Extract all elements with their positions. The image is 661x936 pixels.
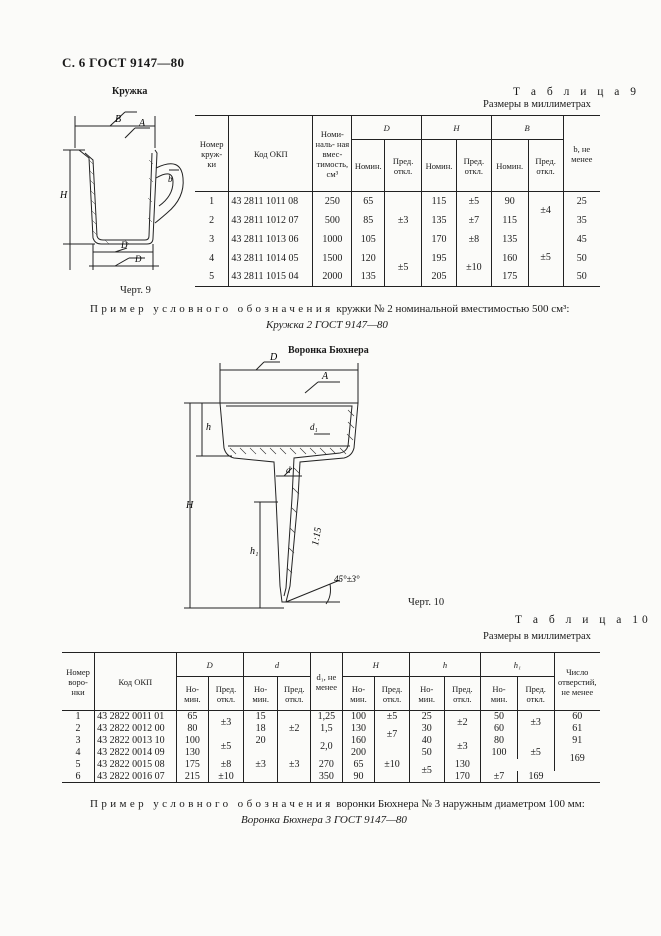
cell: ±2 bbox=[444, 711, 481, 735]
cell: ±5 bbox=[456, 192, 491, 211]
cell: 1 bbox=[62, 711, 95, 723]
funnel-sub-tolerance: Пред. откл. bbox=[517, 677, 554, 711]
cell: 50 bbox=[409, 747, 444, 759]
funnel-col-d: d bbox=[243, 653, 310, 677]
cell: ±8 bbox=[209, 759, 244, 771]
mug-col-volume: Номи- наль- ная вмес- тимость, см³ bbox=[313, 116, 352, 192]
cell: 170 bbox=[444, 771, 481, 783]
funnel-sub-tolerance: Пред. откл. bbox=[209, 677, 244, 711]
cell: 120 bbox=[352, 249, 385, 268]
cell: 60 bbox=[572, 711, 583, 723]
example-text: кружки № 2 номинальной вместимостью 500 см³: bbox=[333, 303, 570, 315]
cell: ±7 bbox=[375, 723, 410, 747]
funnel-sub-tolerance: Пред. откл. bbox=[278, 677, 311, 711]
cell: ±10 bbox=[209, 771, 244, 783]
example-lead: Пример условного обозначения bbox=[90, 798, 334, 810]
funnel-sub-nominal: Но- мин. bbox=[481, 677, 518, 711]
cell: 100 bbox=[481, 747, 518, 759]
cell: 25 bbox=[409, 711, 444, 723]
cell: 20 bbox=[243, 735, 278, 747]
mug-table bbox=[195, 115, 600, 287]
funnel-label-D: D bbox=[270, 352, 278, 363]
cell: 1 bbox=[195, 192, 229, 211]
cell: 6 bbox=[62, 771, 95, 783]
cell: 65 bbox=[352, 192, 385, 211]
cell: 160 bbox=[342, 735, 375, 747]
cell: 130 bbox=[176, 747, 209, 759]
cell: 50 bbox=[576, 252, 587, 264]
example-lead: Пример условного обозначения bbox=[90, 303, 334, 315]
mug-label-b: b bbox=[168, 174, 173, 184]
funnel-col-h1: h₁ bbox=[481, 653, 554, 677]
cell: 135 bbox=[422, 211, 457, 230]
cell: 43 2822 0015 08 bbox=[95, 759, 177, 771]
cell: ±5 bbox=[517, 735, 554, 771]
funnel-sub-tolerance: Пред. откл. bbox=[375, 677, 410, 711]
funnel-sub-nominal: Но- мин. bbox=[243, 677, 278, 711]
cell: 43 2822 0011 01 bbox=[95, 711, 177, 723]
funnel-drawing bbox=[180, 352, 380, 613]
mug-sub-tolerance: Пред. откл. bbox=[385, 140, 422, 192]
cell: 43 2822 0013 10 bbox=[95, 735, 177, 747]
cell: 100 bbox=[342, 711, 375, 723]
cell: 43 2811 1015 04 bbox=[229, 268, 313, 287]
cell: 4 bbox=[195, 249, 229, 268]
cell: 50 bbox=[481, 711, 518, 723]
table-row bbox=[62, 771, 600, 783]
cell: 215 bbox=[176, 771, 209, 783]
mug-col-b: b, не менее bbox=[571, 143, 593, 164]
cell: 43 2822 0016 07 bbox=[95, 771, 177, 783]
funnel-sub-tolerance: Пред. откл. bbox=[444, 677, 481, 711]
cell: 60 bbox=[481, 723, 518, 735]
cell: 85 bbox=[352, 211, 385, 230]
cell: 43 2811 1013 06 bbox=[229, 230, 313, 249]
cell: 135 bbox=[491, 230, 528, 249]
cell: 65 bbox=[176, 711, 209, 723]
cell: 43 2822 0014 09 bbox=[95, 747, 177, 759]
cell: 5 bbox=[195, 268, 229, 287]
cell: 169 bbox=[569, 753, 585, 764]
mug-caption: Черт. 9 bbox=[120, 285, 151, 296]
cell: 270 bbox=[311, 759, 343, 771]
funnel-label-H: H bbox=[186, 500, 194, 511]
mug-designation: Кружка 2 ГОСТ 9147—80 bbox=[266, 319, 388, 331]
cell: 1,25 bbox=[311, 711, 343, 723]
cell: 2 bbox=[195, 211, 229, 230]
cell: ±3 bbox=[278, 747, 311, 783]
cell: 130 bbox=[342, 723, 375, 735]
cell: ±5 bbox=[409, 759, 444, 783]
cell: ±7 bbox=[481, 771, 518, 783]
cell: 35 bbox=[576, 214, 587, 226]
cell: 170 bbox=[422, 230, 457, 249]
cell: 43 2822 0012 00 bbox=[95, 723, 177, 735]
cell: 500 bbox=[313, 211, 352, 230]
mug-units: Размеры в миллиметрах bbox=[483, 99, 591, 110]
funnel-sub-nominal: Но- мин. bbox=[342, 677, 375, 711]
cell: 135 bbox=[352, 268, 385, 287]
cell: 2,0 bbox=[311, 735, 343, 759]
funnel-label-h1: h₁ bbox=[250, 546, 259, 557]
cell: ±5 bbox=[385, 249, 422, 287]
cell: 25 bbox=[576, 195, 587, 207]
cell: ±5 bbox=[375, 711, 410, 723]
funnel-col-d1: d₁, не менее bbox=[311, 653, 343, 711]
mug-table-label: Т а б л и ц а 9 bbox=[513, 86, 641, 98]
funnel-example bbox=[90, 798, 585, 810]
cell: 2000 bbox=[313, 268, 352, 287]
funnel-col-number: Номер воро- нки bbox=[62, 653, 95, 711]
mug-label-D1: D bbox=[121, 240, 128, 250]
cell: ±2 bbox=[278, 711, 311, 747]
cell: 160 bbox=[491, 249, 528, 268]
cell: 105 bbox=[352, 230, 385, 249]
funnel-label-A: A bbox=[322, 371, 329, 382]
mug-sub-nominal: Номин. bbox=[352, 140, 385, 192]
cell: 50 bbox=[576, 271, 587, 283]
mug-col-D: D bbox=[352, 116, 422, 140]
cell: ±10 bbox=[456, 249, 491, 287]
funnel-units: Размеры в миллиметрах bbox=[483, 631, 591, 642]
funnel-table bbox=[62, 652, 600, 783]
mug-sub-tolerance: Пред. откл. bbox=[528, 140, 563, 192]
cell: ±10 bbox=[375, 747, 410, 783]
funnel-label-taper: 1:15 bbox=[310, 526, 325, 547]
cell: ±5 bbox=[209, 735, 244, 759]
cell: 1000 bbox=[313, 230, 352, 249]
cell: 169 bbox=[528, 770, 544, 782]
cell: 3 bbox=[195, 230, 229, 249]
mug-label-B: B bbox=[115, 114, 122, 125]
mug-drawing bbox=[55, 98, 195, 293]
mug-sub-nominal: Номин. bbox=[422, 140, 457, 192]
cell: ±8 bbox=[456, 230, 491, 249]
mug-col-B: B bbox=[491, 116, 563, 140]
funnel-sub-nominal: Но- мин. bbox=[176, 677, 209, 711]
mug-label-A: A bbox=[139, 118, 146, 129]
cell: ±3 bbox=[385, 192, 422, 249]
cell: 1,5 bbox=[311, 723, 343, 735]
cell: 2 bbox=[62, 723, 95, 735]
cell: 195 bbox=[422, 249, 457, 268]
cell: 30 bbox=[409, 723, 444, 735]
table-row bbox=[62, 735, 600, 747]
cell: 90 bbox=[342, 771, 375, 783]
cell: 40 bbox=[409, 735, 444, 747]
cell: 80 bbox=[481, 735, 518, 747]
mug-sub-tolerance: Пред. откл. bbox=[456, 140, 491, 192]
cell: 43 2811 1012 07 bbox=[229, 211, 313, 230]
cell: ±3 bbox=[517, 711, 554, 735]
cell: 250 bbox=[313, 192, 352, 211]
cell: ±3 bbox=[243, 747, 278, 783]
funnel-label-h: h bbox=[206, 422, 211, 433]
mug-col-number: Номер круж- ки bbox=[195, 116, 229, 192]
cell: 4 bbox=[62, 747, 95, 759]
mug-col-H: H bbox=[422, 116, 492, 140]
funnel-caption: Черт. 10 bbox=[408, 597, 445, 608]
cell: 205 bbox=[422, 268, 457, 287]
table-row bbox=[62, 711, 600, 723]
cell: 5 bbox=[62, 759, 95, 771]
funnel-table-label: Т а б л и ц а 10 bbox=[515, 614, 652, 626]
funnel-col-okp: Код ОКП bbox=[95, 653, 177, 711]
table-row bbox=[195, 192, 600, 211]
funnel-title: Воронка Бюхнера bbox=[288, 345, 369, 356]
funnel-col-D: D bbox=[176, 653, 243, 677]
cell: 90 bbox=[491, 192, 528, 211]
mug-sub-nominal: Номин. bbox=[491, 140, 528, 192]
funnel-col-H: H bbox=[342, 653, 409, 677]
cell: 1500 bbox=[313, 249, 352, 268]
cell: ±5 bbox=[528, 230, 563, 287]
funnel-label-angle: 45°±3° bbox=[334, 574, 360, 584]
cell: ±3 bbox=[209, 711, 244, 735]
cell: 115 bbox=[422, 192, 457, 211]
mug-label-D2: D bbox=[135, 254, 142, 264]
cell: 100 bbox=[176, 735, 209, 747]
cell: 43 2811 1011 08 bbox=[229, 192, 313, 211]
mug-col-okp: Код ОКП bbox=[229, 116, 313, 192]
cell: 61 bbox=[572, 723, 583, 734]
cell: 18 bbox=[243, 723, 278, 735]
cell: 175 bbox=[176, 759, 209, 771]
funnel-designation: Воронка Бюхнера 3 ГОСТ 9147—80 bbox=[241, 814, 407, 826]
page-header: С. 6 ГОСТ 9147—80 bbox=[62, 55, 185, 70]
cell: 65 bbox=[342, 759, 375, 771]
cell: 200 bbox=[342, 747, 375, 759]
cell: 45 bbox=[576, 233, 587, 245]
cell: 175 bbox=[491, 268, 528, 287]
funnel-col-h: h bbox=[409, 653, 480, 677]
funnel-sub-nominal: Но- мин. bbox=[409, 677, 444, 711]
cell: 80 bbox=[176, 723, 209, 735]
cell: ±3 bbox=[444, 735, 481, 759]
cell: 130 bbox=[444, 759, 481, 771]
funnel-label-d1: d₁ bbox=[310, 422, 318, 432]
funnel-col-holes: Число отверстий, не менее bbox=[557, 666, 597, 697]
funnel-label-d: d bbox=[286, 465, 291, 475]
cell: 350 bbox=[311, 771, 343, 783]
cell: 3 bbox=[62, 735, 95, 747]
cell: 15 bbox=[243, 711, 278, 723]
example-text: воронки Бюхнера № 3 наружным диаметром 100 мм: bbox=[333, 798, 585, 810]
cell: 43 2811 1014 05 bbox=[229, 249, 313, 268]
mug-example bbox=[90, 303, 569, 315]
cell: ±7 bbox=[456, 211, 491, 230]
cell: 115 bbox=[491, 211, 528, 230]
cell: 91 bbox=[572, 735, 583, 746]
mug-title: Кружка bbox=[112, 86, 148, 97]
mug-label-H: H bbox=[60, 190, 68, 201]
cell: ±4 bbox=[528, 192, 563, 230]
